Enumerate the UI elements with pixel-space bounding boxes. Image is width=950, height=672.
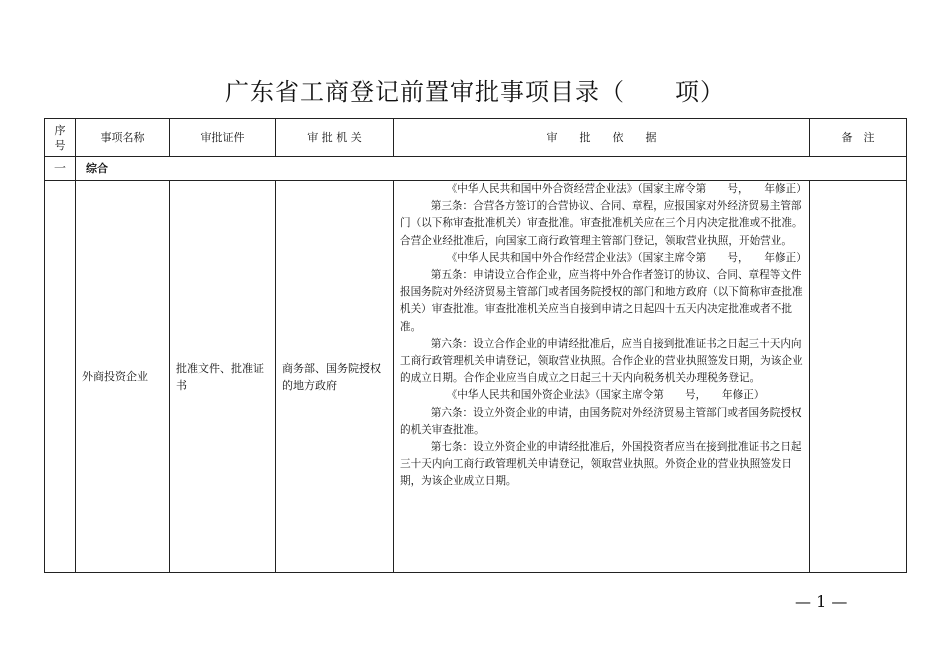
header-basis: 审 批 依 据 <box>394 119 810 157</box>
page-number: — 1 — <box>795 592 848 611</box>
basis-law-1: 《中华人民共和国中外合资经营企业法》（国家主席令第 号， 年修正） <box>446 183 807 195</box>
basis-article: 第三条：合营各方签订的合营协议、合同、章程，应报国家对外经济贸易主管部门（以下称审查批准机关）审查批准。审查批准机关应在三个月内决定批准或不批准。合营企业经批准后，向国家工商行政管理主管部门登记，领取营业执照，开始营业。 <box>400 200 803 247</box>
basis-article: 第六条：设立外资企业的申请，由国务院对外经济贸易主管部门或者国务院授权的机关审查批准。 <box>400 406 802 436</box>
page-title: 广东省工商登记前置审批事项目录（ 项） <box>225 78 725 106</box>
basis-law-3: 《中华人民共和国外资企业法》（国家主席令第 号， 年修正） <box>446 389 765 402</box>
basis-law-2: 《中华人民共和国中外合作经营企业法》（国家主席令第 号， 年修正） <box>446 251 807 264</box>
basis-article: 第七条：设立外资企业的申请经批准后，外国投资者应当在接到批准证书之日起三十天内向工商行政管理机关申请登记，领取营业执照。外资企业的营业执照签发日期，为该企业成立日期。 <box>400 441 802 488</box>
basis-article: 第五条：申请设立合作企业，应当将中外合作者签订的协议、合同、章程等文件报国务院对外经济贸易主管部门或者国务院授权的部门和地方政府（以下简称审查批准机关）审查批准。审查批准机关应当自接到申请之日起四十五天内决定批准或者不批准。 <box>400 269 803 333</box>
header-remark: 备 注 <box>810 119 907 157</box>
row-certificate: 批准文件、批准证书 <box>170 181 276 573</box>
row-authority: 商务部、国务院授权的地方政府 <box>276 181 394 573</box>
row-basis <box>394 181 810 573</box>
row-seq <box>45 181 76 573</box>
header-seq: 序 号 <box>45 119 76 157</box>
approval-table <box>44 118 907 573</box>
section-number: 一 <box>45 157 76 181</box>
header-certificate: 审批证件 <box>170 119 276 157</box>
table-row <box>45 181 907 573</box>
table-header-row <box>45 119 907 157</box>
section-row <box>45 157 907 181</box>
row-item-name: 外商投资企业 <box>76 181 170 573</box>
header-authority: 审 批 机 关 <box>276 119 394 157</box>
row-remark <box>810 181 907 573</box>
basis-article: 第六条：设立合作企业的申请经批准后，应当自接到批准证书之日起三十天内向工商行政管理机关申请登记，领取营业执照。合作企业的营业执照签发日期，为该企业的成立日期。合作企业应当自成立之日起三十天内向税务机关办理税务登记。 <box>400 337 803 385</box>
header-item-name: 事项名称 <box>76 119 170 157</box>
section-label: 综合 <box>76 157 907 181</box>
